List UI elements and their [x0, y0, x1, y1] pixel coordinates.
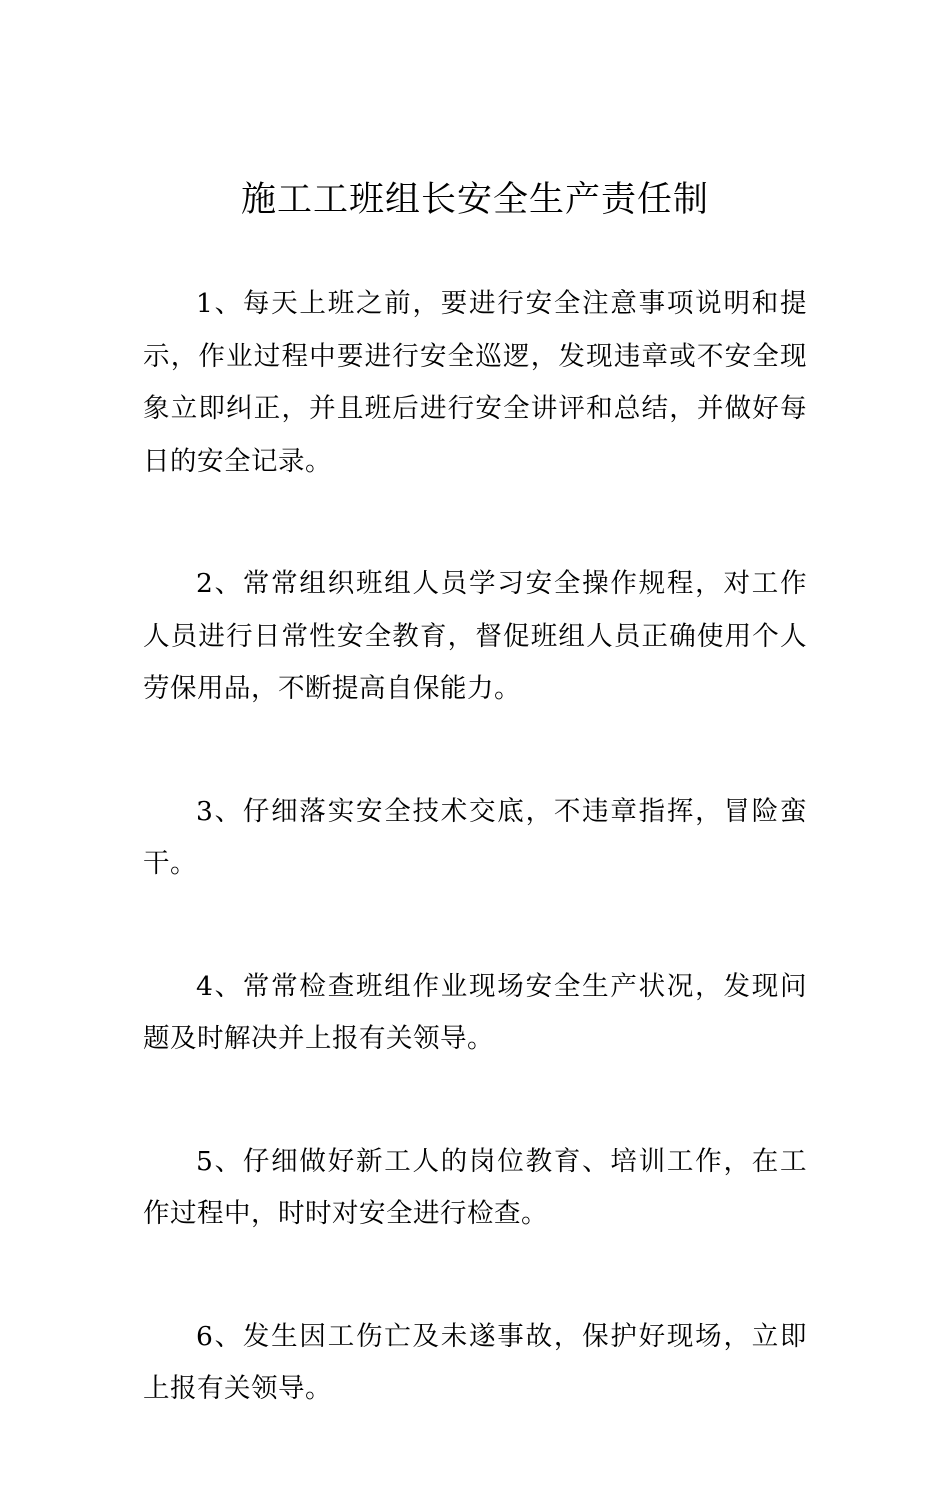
paragraph-4: 4、常常检查班组作业现场安全生产状况，发现问题及时解决并上报有关领导。: [143, 970, 807, 1054]
paragraph-3: 3、仔细落实安全技术交底，不违章指挥，冒险蛮干。: [143, 795, 807, 879]
paragraph-6: 6、发生因工伤亡及未遂事故，保护好现场，立即上报有关领导。: [143, 1320, 807, 1404]
paragraph-1: 1、每天上班之前，要进行安全注意事项说明和提示，作业过程中要进行安全巡逻，发现违章或不安全现象立即纠正，并且班后进行安全讲评和总结，并做好每日的安全记录。: [143, 288, 807, 477]
paragraph-2: 2、常常组织班组人员学习安全操作规程，对工作人员进行日常性安全教育，督促班组人员正确使用个人劳保用品，不断提高自保能力。: [143, 568, 807, 704]
paragraph-5: 5、仔细做好新工人的岗位教育、培训工作，在工作过程中，时时对安全进行检查。: [143, 1145, 807, 1229]
document-title: 施工工班组长安全生产责任制: [240, 180, 709, 220]
document-body: [143, 278, 807, 1486]
